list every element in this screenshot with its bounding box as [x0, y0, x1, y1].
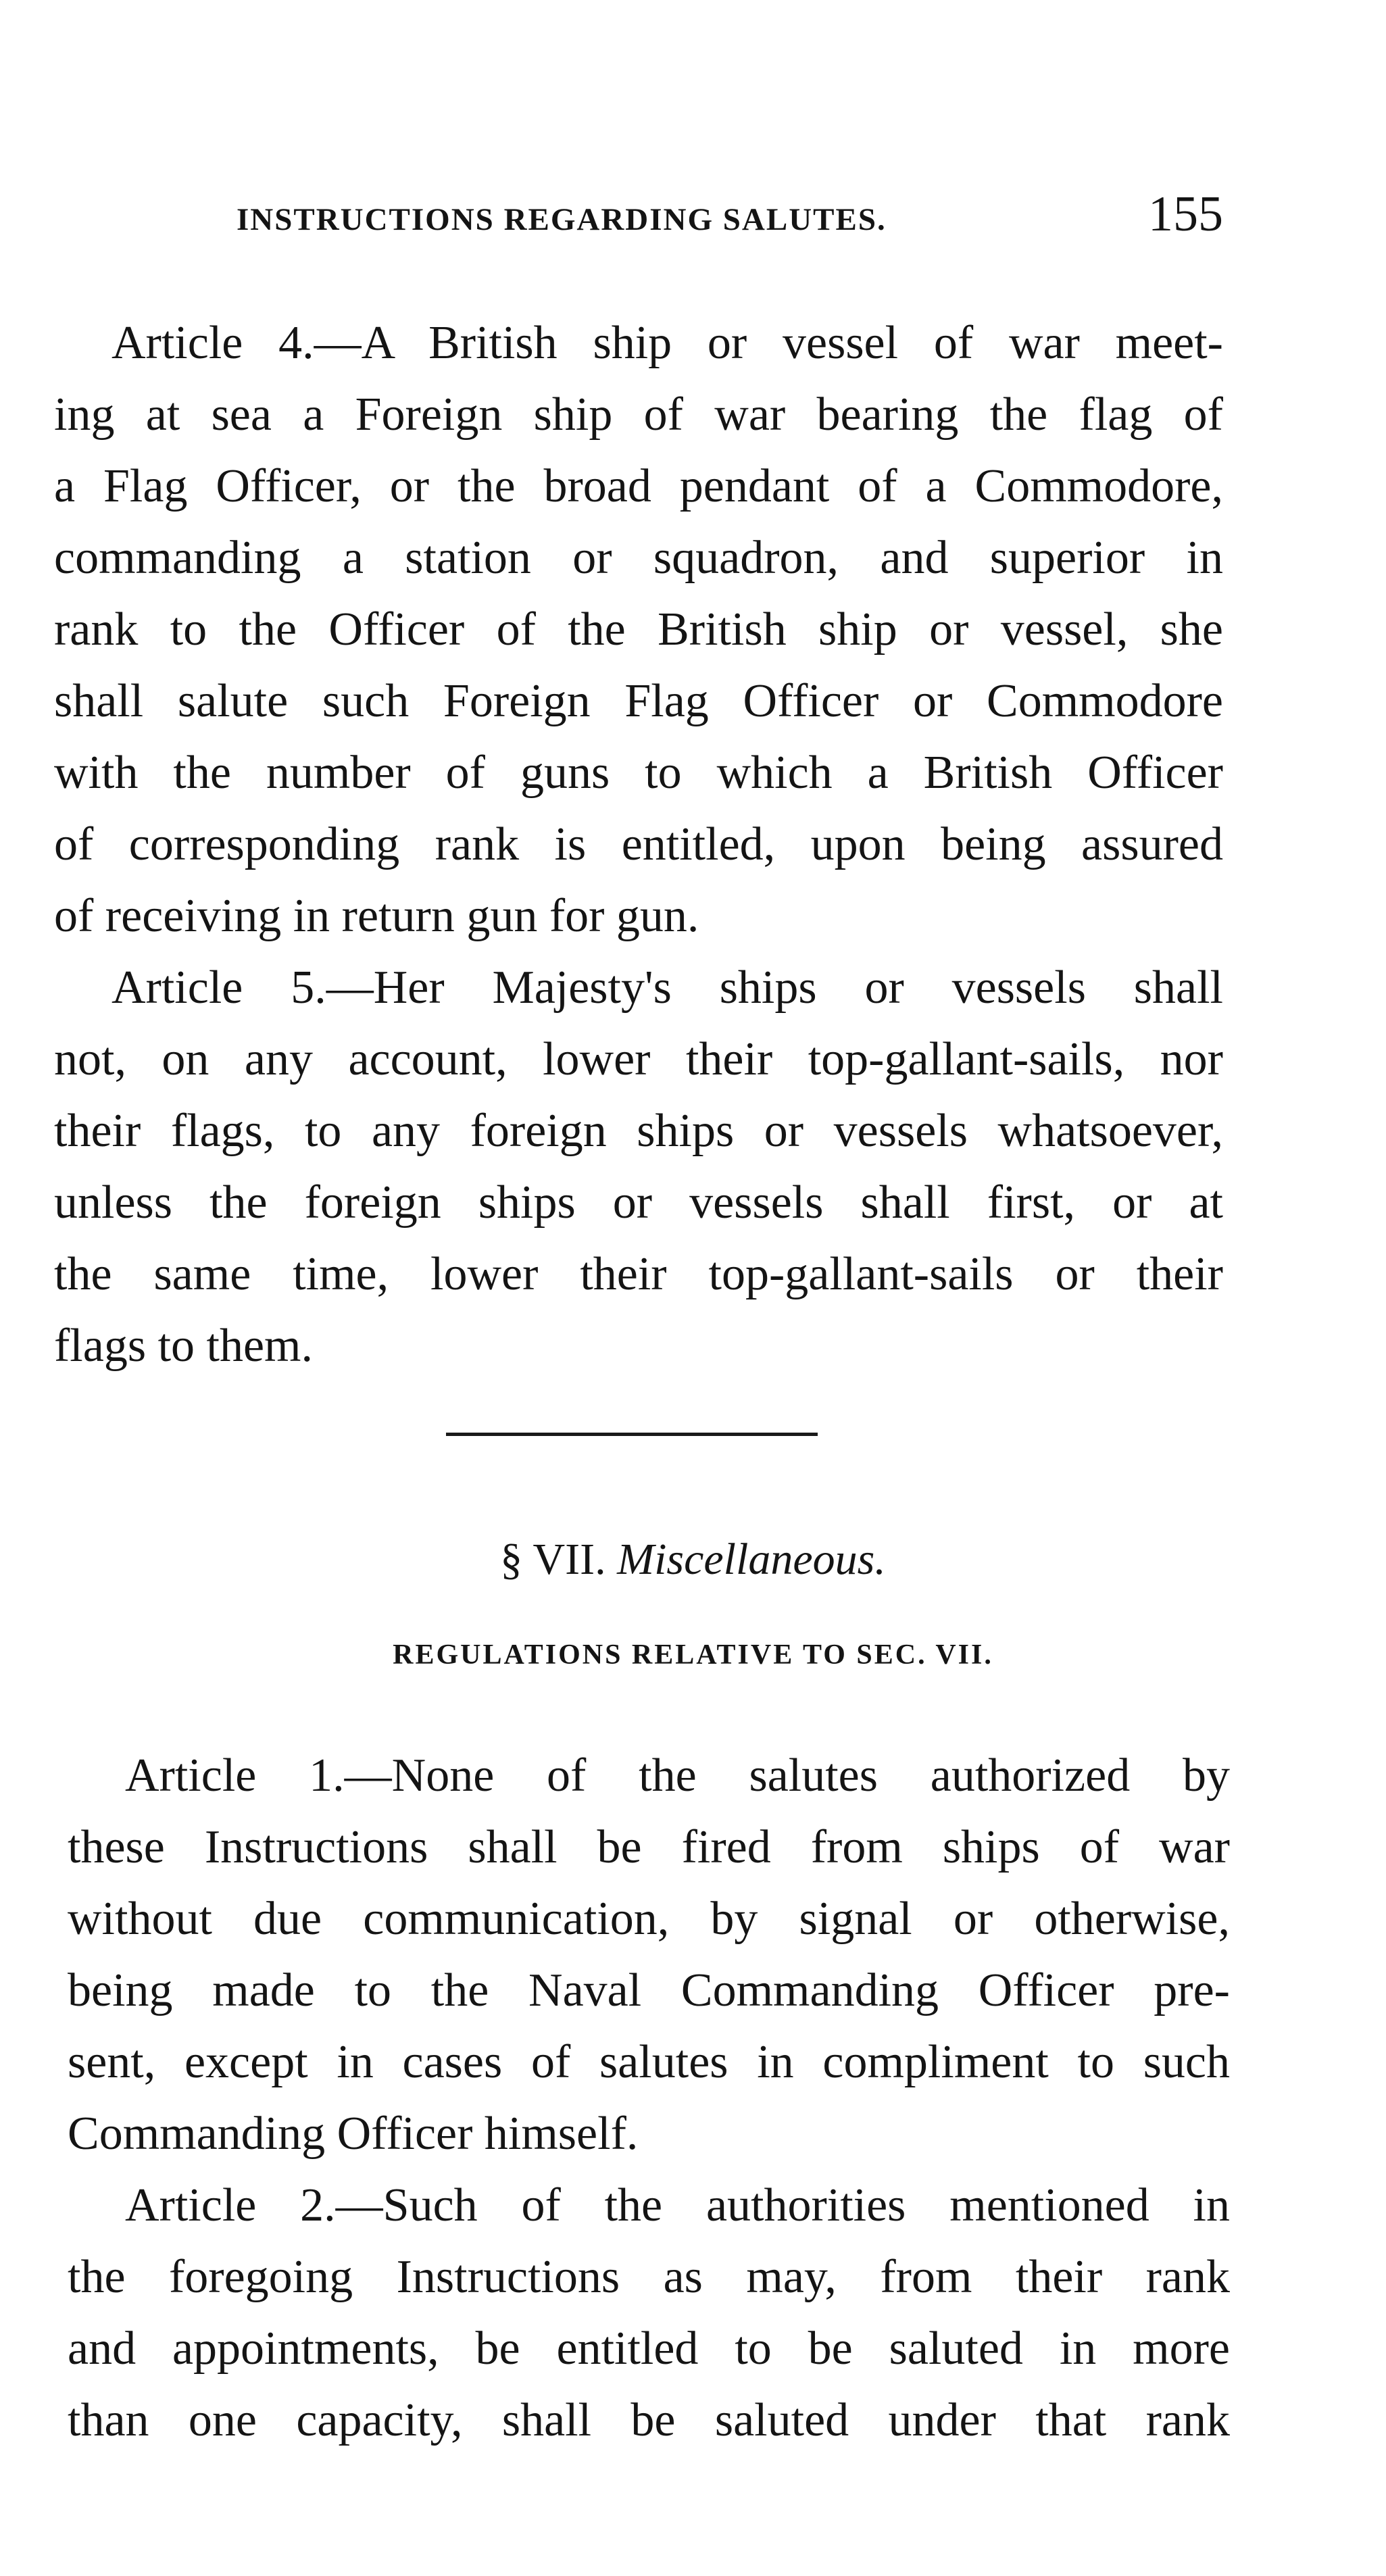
- text-line: a Flag Officer, or the broad pendant of a Commodore,: [54, 460, 1223, 512]
- text-line: than one capacity, shall be saluted under that rank: [68, 2394, 1230, 2446]
- articles-section-vi: [54, 307, 1223, 1382]
- section-divider: [446, 1433, 818, 1436]
- text-line: without due communication, by signal or otherwise,: [68, 1893, 1230, 1945]
- text-line: the same time, lower their top-gallant-sails or their: [54, 1248, 1223, 1300]
- section-title: Miscellaneous.: [617, 1535, 886, 1584]
- text-line: with the number of guns to which a British Officer: [54, 747, 1223, 799]
- text-line: shall salute such Foreign Flag Officer or Commodore: [54, 675, 1223, 727]
- page-number: 155: [1148, 187, 1223, 242]
- text-line: of corresponding rank is entitled, upon being assured: [54, 818, 1223, 870]
- text-line: not, on any account, lower their top-gallant-sails, nor: [54, 1033, 1223, 1085]
- text-line: Commanding Officer himself.: [68, 2108, 639, 2160]
- text-line: these Instructions shall be fired from ships of war: [68, 1821, 1230, 1873]
- text-line: unless the foreign ships or vessels shall first, or at: [54, 1176, 1223, 1229]
- text-line: Article 4.—A British ship or vessel of war meet-: [112, 317, 1223, 369]
- text-line: rank to the Officer of the British ship or vessel, she: [54, 603, 1223, 655]
- text-line: Article 5.—Her Majesty's ships or vessels shall: [112, 962, 1223, 1014]
- text-line: sent, except in cases of salutes in compliment to such: [68, 2036, 1230, 2088]
- text-line: and appointments, be entitled to be saluted in more: [68, 2323, 1230, 2375]
- text-line: the foregoing Instructions as may, from their rank: [68, 2251, 1230, 2303]
- text-line: Article 2.—Such of the authorities mentioned in: [125, 2179, 1230, 2231]
- running-title: INSTRUCTIONS REGARDING SALUTES.: [237, 202, 887, 237]
- text-line: ing at sea a Foreign ship of war bearing the flag of: [54, 389, 1223, 441]
- text-line: being made to the Naval Commanding Officer pre-: [68, 1964, 1230, 2016]
- section-heading: [0, 1534, 1386, 1585]
- running-head: [237, 189, 1223, 250]
- section-marker: § VII.: [500, 1535, 606, 1584]
- text-line: flags to them.: [54, 1320, 313, 1372]
- text-line: their flags, to any foreign ships or vessels whatsoever,: [54, 1105, 1223, 1157]
- articles-section-vii: [68, 1740, 1230, 2456]
- text-line: Article 1.—None of the salutes authorized by: [125, 1750, 1230, 1802]
- section-subheading: REGULATIONS RELATIVE TO SEC. VII.: [393, 1639, 993, 1670]
- text-line: commanding a station or squadron, and superior in: [54, 532, 1223, 584]
- text-line: of receiving in return gun for gun.: [54, 890, 699, 942]
